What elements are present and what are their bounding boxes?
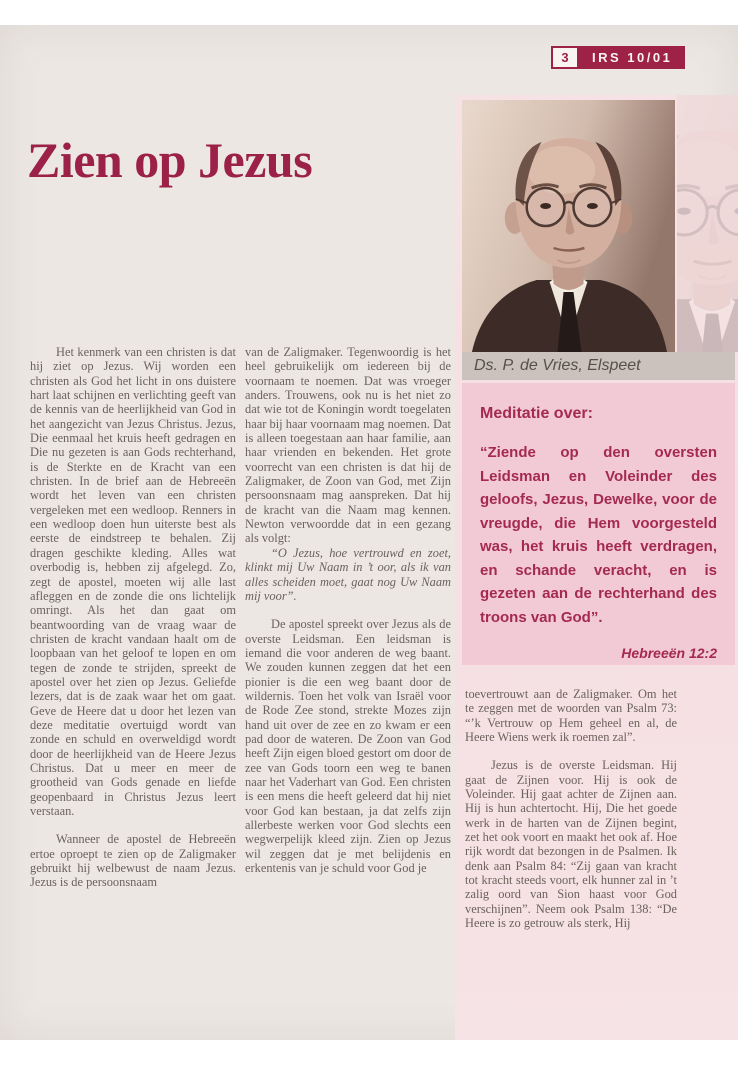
portrait-illustration — [462, 100, 675, 352]
photo-caption: Ds. P. de Vries, Elspeet — [462, 352, 735, 380]
meditation-box — [462, 383, 735, 665]
paragraph: De apostel spreekt over Jezus als de overste Leidsman. Een leidsman is iemand die voor anderen de weg baant. We zouden kunnen zeggen dat het een pionier is die een weg baant door de wildernis. Toen het volk van Israël voor de Rode Zee stond, strekte Mozes zijn hand uit over de zee en zo kwam er een pad door de wateren. De Zoon van God heeft Zijn eigen bloed gestort om door de zee van Gods toorn een weg te banen naar het Vaderhart van God. Een christen is een mens die heeft geleerd dat hij niet voor God kan bestaan, ja dat zelfs zijn allerbeste werken voor God slechts een wegwerpelijk kleed zijn. Zien op Jezus wil zeggen dat je met belijdenis en erkentenis van je schuld voor God je — [245, 617, 451, 876]
page-title: Zien op Jezus — [27, 131, 313, 188]
ghost-photo-strip — [677, 95, 738, 352]
article-column-3 — [465, 687, 677, 931]
issue-label: IRS 10/01 — [579, 46, 685, 69]
hymn-quote: “O Jezus, hoe vertrouwd en zoet, klinkt mij Uw Naam in ’t oor, als ik van alles scheiden moet, gaat nog Uw Naam mij voor”. — [245, 545, 451, 603]
page-number: 3 — [551, 46, 579, 69]
paragraph: Jezus is de overste Leidsman. Hij gaat de Zijnen voor. Hij is ook de Voleinder. Hij gaat achter de Zijnen aan. Hij is hun achtertocht. Hij, Die het goede werk in de harten van de Zijnen begint, zet het ook voort en maakt het ook af. Hoe rijk wordt dat bezongen in de Psalmen. Ik denk aan Psalm 84: “Zij gaan van kracht tot kracht steeds voort, elk hunner zal in ’t zalig oord van Sion haast voor God verschijnen”. Neem ook Psalm 138: “De Heere is zo getrouw als sterk, Hij — [465, 758, 677, 931]
meditation-heading: Meditatie over: — [480, 405, 593, 422]
article-column-1 — [30, 345, 236, 890]
meditation-quote: “Ziende op den oversten Leidsman en Voleinder des geloofs, Jezus, Dewelke, voor de vreugde, die Hem voorgesteld was, het kruis heeft verdragen, en schande veracht, en is gezeten aan de rechterhand des troons van God”. — [480, 444, 717, 626]
paragraph: Wanneer de apostel de Hebreeën ertoe oproept te zien op de Zaligmaker gebruikt hij welbewust de naam Jezus. Jezus is de persoonsnaam — [30, 832, 236, 890]
magazine-page — [0, 25, 738, 1040]
author-photo — [462, 100, 675, 352]
paragraph: Het kenmerk van een christen is dat hij ziet op Jezus. Wij worden een christen als God het licht in ons duistere hart laat schijnen en verlichting geeft van de kennis van de heerlijkheid van God in het aangezicht van Jezus Christus. Jezus, Die eenmaal het kruis heeft gedragen en Die nu gezeten is aan Gods rechterhand, is de Sterkte en de Kracht van een christen. In de brief aan de Hebreeën wordt het leven van een christen vergeleken met een wedloop. Renners in een wedloop doen hun uiterste best als eerste de eindstreep te behalen. Zij dragen geschikte kleding. Alles wat overbodig is, hebben zij afgelegd. Zo, zegt de apostel, moeten wij alle last afleggen en de zonde die ons lichtelijk omringt. Als het dan gaat om beantwoording van de vraag waar de christen de kracht vandaan haalt om de loopbaan van het geloof te lopen en om tegen de zonde te strijden, spreekt de apostel over het zien op Jezus. Geliefde lezers, dat is de zaak waar het om gaat. Geve de Heere dat u door het lezen van deze meditatie overtuigd wordt van zonde en schuld en overweldigd wordt door de heerlijkheid van de Heere Jezus Christus. Dat u meer en meer de grootheid van Gods genade en liefde geopenbaard in Christus Jezus leert verstaan. — [30, 345, 236, 818]
portrait-ghost-illustration — [677, 95, 738, 352]
meditation-reference: Hebreeën 12:2 — [621, 645, 717, 661]
paragraph: van de Zaligmaker. Tegenwoordig is het heel gebruikelijk om iedereen bij de voornaam te noemen. Dat was vroeger anders. Trouwens, ook nu is het niet zo dat wie tot de Koningin wordt toegelaten haar bij haar voornaam mag noemen. Dat is alleen toegestaan aan haar familie, aan haar vrienden en bekenden. Het grote voorrecht van een christen is dat hij de Zaligmaker, de Zoon van God, met Zijn persoonsnaam mag aanspreken. Dat hij de kracht van die Naam mag kennen. Newton verwoordde dat in een gezang als volgt: — [245, 345, 451, 546]
paragraph: toevertrouwt aan de Zaligmaker. Om het te zeggen met de woorden van Psalm 73: “’k Vertrouw op Hem geheel en al, de Heere Wiens werk ik roemen zal”. — [465, 687, 677, 745]
article-column-2 — [245, 345, 451, 875]
issue-badge — [551, 46, 685, 69]
right-sidebar-panel — [455, 95, 738, 1040]
